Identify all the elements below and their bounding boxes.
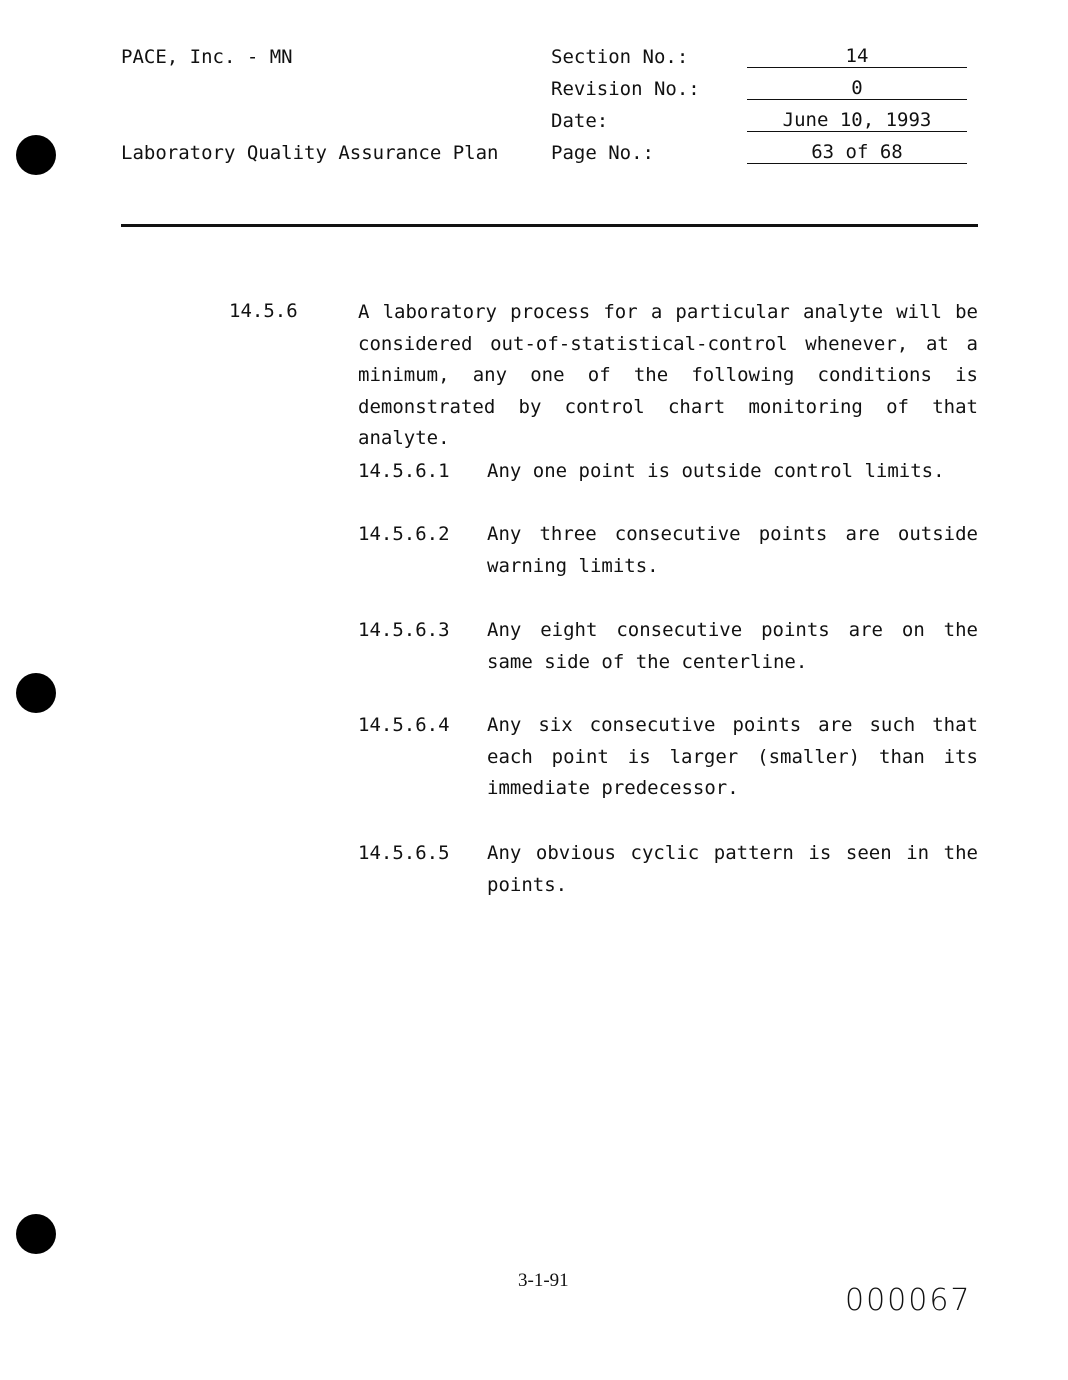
date-value: June 10, 1993	[747, 109, 967, 132]
punch-hole-bottom	[16, 1214, 56, 1254]
item-text-5: Any obvious cyclic pattern is seen in the points.	[487, 842, 978, 896]
revision-no-value: 0	[747, 77, 967, 100]
page-stamp: 000067	[845, 1283, 972, 1318]
date-label: Date:	[551, 110, 609, 132]
section-number: 14.5.6	[229, 300, 298, 322]
section-paragraph: A laboratory process for a particular analyte will be considered out-of-statistical-control whenever, at a minimum, any one of the following conditions is demonstrated by control chart monitoring of that analyte.	[358, 301, 978, 449]
page-no-value: 63 of 68	[747, 141, 967, 164]
item-text-1: Any one point is outside control limits.	[487, 460, 945, 482]
item-number-2: 14.5.6.2	[358, 523, 450, 545]
punch-hole-middle	[16, 673, 56, 713]
header-divider	[121, 224, 978, 227]
item-text-4: Any six consecutive points are such that each point is larger (smaller) than its immediate predecessor.	[487, 714, 978, 799]
plan-title: Laboratory Quality Assurance Plan	[121, 142, 499, 164]
revision-no-label: Revision No.:	[551, 78, 700, 100]
form-code: 3-1-91	[518, 1270, 569, 1291]
item-number-3: 14.5.6.3	[358, 619, 450, 641]
item-number-5: 14.5.6.5	[358, 842, 450, 864]
section-no-label: Section No.:	[551, 46, 689, 68]
page-no-label: Page No.:	[551, 142, 654, 164]
item-text-3: Any eight consecutive points are on the same side of the centerline.	[487, 619, 978, 673]
item-number-1: 14.5.6.1	[358, 460, 450, 482]
item-text-2: Any three consecutive points are outside warning limits.	[487, 523, 978, 577]
section-no-value: 14	[747, 45, 967, 68]
company-name: PACE, Inc. - MN	[121, 46, 293, 68]
item-number-4: 14.5.6.4	[358, 714, 450, 736]
punch-hole-top	[16, 135, 56, 175]
